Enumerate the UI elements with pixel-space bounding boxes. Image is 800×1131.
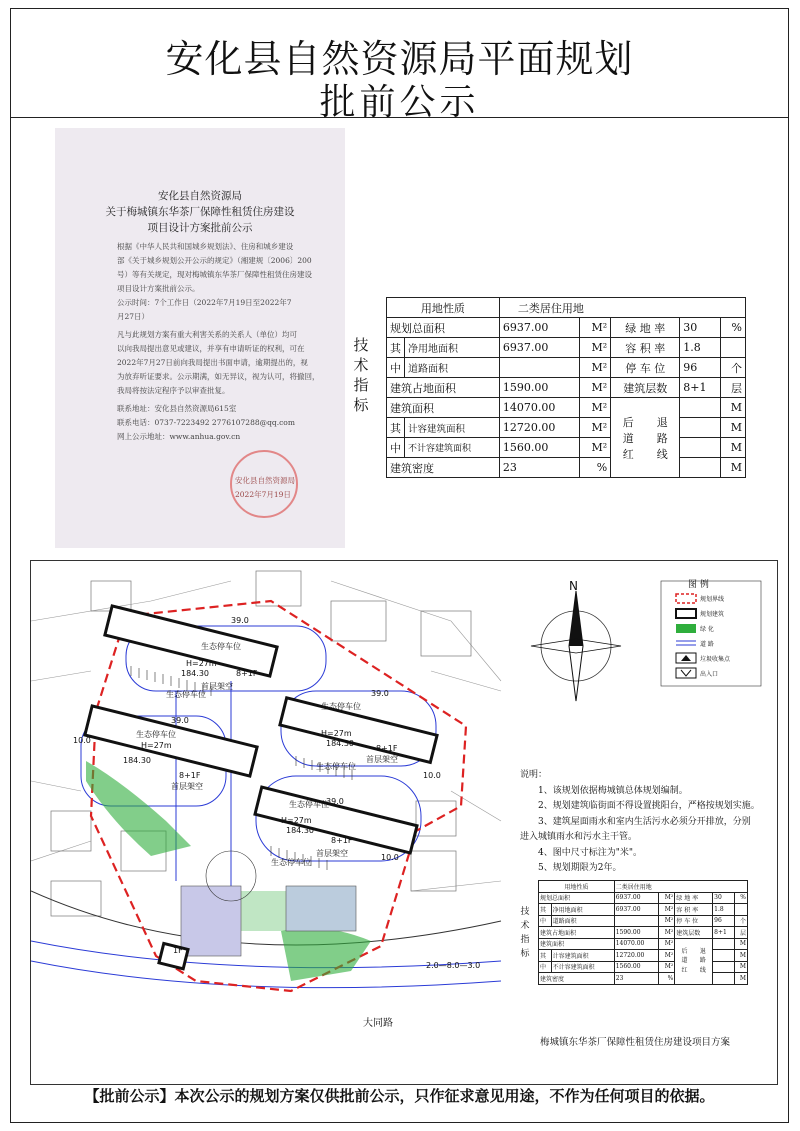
setback-char: 线	[656, 447, 668, 461]
building-ground-label: 首层架空	[316, 849, 348, 858]
cell-value	[499, 358, 580, 378]
legend-item: 规划建筑	[700, 611, 725, 618]
cell-label: 不计容建筑面积	[405, 438, 500, 458]
cell-unit: %	[721, 318, 746, 338]
cell-value: 14070.00	[614, 938, 658, 950]
building-floors-label: 8+1F	[179, 771, 201, 780]
road-name: 大同路	[363, 1018, 393, 1029]
cell-value	[614, 915, 658, 927]
note-line: 3、建筑屋面雨水和室内生活污水必须分开排放，分别	[538, 816, 751, 827]
north-arrow	[531, 591, 621, 701]
title-block	[10, 8, 789, 123]
building-floors-label: 8+1F	[331, 836, 353, 845]
cell-value: 23	[614, 973, 658, 985]
cell-value: 6937.00	[499, 318, 580, 338]
cell-value	[680, 398, 721, 418]
notice-para1-l2: 部《关于城乡规划公开公示的规定》（湘建规〔2006〕200	[117, 256, 312, 265]
compass-n: N	[569, 579, 578, 593]
cell-label: 净用地面积	[405, 338, 500, 358]
tech-label-char: 技	[353, 336, 369, 354]
building-height-label: H=27m	[321, 729, 352, 738]
cell-label: 中	[387, 438, 405, 458]
legend-item: 垃圾收集点	[700, 656, 731, 663]
setback-char: 红	[622, 447, 634, 461]
plan-caption: 梅城镇东华茶厂保障性租赁住房建设项目方案	[540, 1037, 731, 1048]
cell-value: 30	[680, 318, 721, 338]
cell-label: 停 车 位	[611, 358, 680, 378]
building-ground-label: 首层架空	[366, 755, 398, 764]
cell-value: 1.8	[680, 338, 721, 358]
notes-title: 说明：	[520, 770, 548, 780]
cell-unit	[735, 904, 748, 916]
cell-value: 12720.00	[499, 418, 580, 438]
notice-para3-l2: 以向我局提出意见或建议，并享有申请听证的权利，可在	[117, 344, 305, 353]
setback-char: 退	[656, 415, 668, 429]
setback-char: 线	[699, 966, 706, 974]
cell-label: 绿 地 率	[611, 318, 680, 338]
cell-value: 1590.00	[499, 378, 580, 398]
cell-unit: M²	[580, 318, 611, 338]
cell-unit: 个	[735, 915, 748, 927]
cell-value: 二类居住用地	[614, 881, 747, 893]
cell-label: 建筑面积	[539, 938, 615, 950]
setback-char: 退	[699, 947, 706, 955]
cell-label: 规划总面积	[387, 318, 500, 338]
legend-item: 绿 化	[700, 626, 714, 633]
cell-label: 容 积 率	[611, 338, 680, 358]
legend-item: 出入口	[700, 671, 719, 678]
notice-document	[55, 128, 345, 548]
plan-notes	[520, 768, 780, 877]
parking-label: 生态停车位	[289, 800, 329, 809]
tech-label-char: 术	[520, 921, 530, 931]
note-line: 进入城镇雨水和污水主干管。	[520, 832, 638, 842]
dimension-label: 39.0	[326, 797, 344, 806]
building-elev-label: 184.30	[326, 739, 354, 748]
cell-unit: M	[735, 961, 748, 973]
parking-label: 生态停车位	[271, 858, 311, 867]
legend-item: 规划界线	[700, 596, 725, 603]
notice-para2-l2: 月27日）	[117, 312, 150, 321]
setback-char: 后	[681, 947, 688, 955]
cell-value	[680, 458, 721, 478]
cell-value	[713, 973, 735, 985]
building-floors-label: 8+1F	[236, 669, 258, 678]
tech-label-char: 指	[353, 376, 369, 394]
cell-label: 计容建筑面积	[551, 950, 614, 962]
cell-label: 建筑层数	[611, 378, 680, 398]
cell-value: 30	[713, 892, 735, 904]
cell-value: 8+1	[680, 378, 721, 398]
cell-value: 1.8	[713, 904, 735, 916]
tech-label-char: 技	[520, 907, 530, 917]
note-line: 4、图中尺寸标注为"米"。	[538, 847, 643, 858]
notice-sign-date: 2022年7月19日	[235, 490, 291, 499]
cell-unit: M²	[659, 927, 675, 939]
cell-label: 其	[539, 950, 552, 962]
dimension-label: 39.0	[231, 616, 249, 625]
parking-label: 生态停车位	[321, 702, 361, 711]
cell-value: 1590.00	[614, 927, 658, 939]
notice-para2-l1: 公示时间：7个工作日（2022年7月19日至2022年7	[117, 298, 292, 307]
setback-col-1	[675, 938, 694, 984]
note-line: 1、该规划依据梅城镇总体规划编制。	[538, 785, 688, 796]
cell-unit: M	[721, 418, 746, 438]
notice-para3-l4: 为放弃听证要求。公示期满，如无异议，视为认可，将撤回，	[117, 372, 320, 381]
cell-label: 道路面积	[405, 358, 500, 378]
notice-contact-addr: 联系地址：安化县自然资源局615室	[117, 404, 237, 413]
cell-label: 建筑层数	[675, 927, 713, 939]
setback-char: 后	[622, 415, 634, 429]
cell-unit: %	[659, 973, 675, 985]
cell-label: 用地性质	[387, 298, 500, 318]
cell-label: 建筑占地面积	[387, 378, 500, 398]
cell-label: 不计容建筑面积	[551, 961, 614, 973]
cell-label: 其	[387, 418, 405, 438]
cell-value	[713, 961, 735, 973]
cell-label: 其	[387, 338, 405, 358]
cell-unit: M²	[659, 915, 675, 927]
building-elev-label: 184.30	[286, 826, 314, 835]
dimension-label: 39.0	[371, 689, 389, 698]
notice-para3-l3: 2022年7月27日前向我局提出书面申请，逾期提出的，视	[117, 358, 308, 367]
cell-label: 建筑面积	[387, 398, 500, 418]
cell-value: 12720.00	[614, 950, 658, 962]
cell-unit: M	[721, 398, 746, 418]
cell-unit: M²	[580, 378, 611, 398]
cell-unit: M²	[580, 418, 611, 438]
cell-value	[680, 418, 721, 438]
notice-contact-tel: 联系电话：0737-7223492 2776107288@qq.com	[117, 418, 295, 427]
small-building-label: 1F	[173, 946, 183, 955]
cell-value: 96	[713, 915, 735, 927]
cell-label: 建筑占地面积	[539, 927, 615, 939]
setback-char: 红	[681, 966, 688, 974]
cell-unit	[721, 338, 746, 358]
building-height-label: H=27m	[281, 816, 312, 825]
cell-unit: M²	[659, 938, 675, 950]
cell-unit: M²	[580, 438, 611, 458]
legend-item: 道 路	[700, 641, 714, 648]
cell-label: 停 车 位	[675, 915, 713, 927]
notice-para1-l3: 号）等有关规定，现对梅城镇东华茶厂保障性租赁住房建设	[117, 270, 312, 279]
setback-char: 道	[681, 957, 688, 965]
cell-value: 96	[680, 358, 721, 378]
cell-label: 用地性质	[539, 881, 615, 893]
cell-unit: 个	[721, 358, 746, 378]
cell-label: 容 积 率	[675, 904, 713, 916]
tech-label-char: 指	[520, 935, 530, 945]
parking-label: 生态停车位	[201, 642, 241, 651]
cell-value	[713, 950, 735, 962]
building-elev-label: 184.30	[181, 669, 209, 678]
setback-char: 路	[699, 957, 706, 965]
cell-value: 1560.00	[499, 438, 580, 458]
cell-unit: M	[735, 950, 748, 962]
notice-para3-l1: 凡与此规划方案有重大利害关系的关系人（单位）均可	[117, 330, 297, 339]
cell-value: 6937.00	[499, 338, 580, 358]
notice-website: 网上公示地址：www.anhua.gov.cn	[117, 432, 241, 441]
page-title: 安化县自然资源局平面规划	[165, 37, 634, 81]
parking-label: 生态停车位	[136, 730, 176, 739]
cell-label: 中	[387, 358, 405, 378]
legend-title: 图 例	[688, 580, 709, 590]
building-height-label: H=27m	[186, 659, 217, 668]
notice-para3-l5: 我局将按法定程序予以审查批复。	[117, 386, 230, 395]
cell-unit: M²	[580, 398, 611, 418]
building-ground-label: 首层架空	[171, 782, 203, 791]
notice-org: 安化县自然资源局	[158, 190, 242, 202]
cell-label: 建筑密度	[539, 973, 615, 985]
note-line: 5、规划期限为2年。	[538, 863, 622, 873]
cell-label: 其	[539, 904, 552, 916]
page-subtitle: 批前公示	[319, 82, 480, 123]
cell-label: 规划总面积	[539, 892, 615, 904]
cell-unit: %	[735, 892, 748, 904]
note-line: 2、规划建筑临街面不得设置挑阳台，严格按规划实施。	[538, 801, 760, 811]
cell-value: 6937.00	[614, 904, 658, 916]
cell-unit: %	[580, 458, 611, 478]
tech-indicators-table	[386, 297, 746, 478]
cell-label: 计容建筑面积	[405, 418, 500, 438]
cell-label: 净用地面积	[551, 904, 614, 916]
cell-label: 建筑密度	[387, 458, 500, 478]
notice-heading-2: 项目设计方案批前公示	[147, 222, 253, 234]
building-ground-label: 首层架空	[201, 682, 233, 691]
notice-para1-l4: 项目设计方案批前公示。	[117, 284, 200, 293]
road-dimension: 2.0—8.0—3.0	[426, 961, 481, 970]
cell-value: 二类居住用地	[499, 298, 745, 318]
cell-unit: M²	[659, 961, 675, 973]
cell-value: 1560.00	[614, 961, 658, 973]
dimension-label: 10.0	[423, 771, 441, 780]
dimension-label: 10.0	[73, 736, 91, 745]
cell-label: 中	[539, 915, 552, 927]
building-floors-label: 8+1F	[376, 744, 398, 753]
parking-label: 生态停车位	[166, 690, 206, 699]
setback-col-2	[645, 398, 680, 478]
cell-label: 中	[539, 961, 552, 973]
cell-value	[680, 438, 721, 458]
small-tech-label	[520, 905, 530, 961]
cell-unit: M	[735, 973, 748, 985]
building-height-label: H=27m	[141, 741, 172, 750]
cell-unit: M²	[580, 338, 611, 358]
tech-label-char: 标	[353, 396, 369, 414]
cell-unit: M	[721, 458, 746, 478]
notice-sign-org: 安化县自然资源局	[235, 476, 295, 485]
cell-value: 6937.00	[614, 892, 658, 904]
cell-label: 绿 地 率	[675, 892, 713, 904]
tech-indicators-label	[353, 335, 369, 415]
setback-char: 路	[656, 431, 668, 445]
cell-value	[713, 938, 735, 950]
cell-unit: 层	[735, 927, 748, 939]
setback-col-1	[611, 398, 646, 478]
tech-label-char: 术	[353, 356, 369, 374]
cell-unit: M²	[659, 904, 675, 916]
cell-unit: M	[735, 938, 748, 950]
cell-label: 道路面积	[551, 915, 614, 927]
footer-disclaimer: 【批前公示】本次公示的规划方案仅供批前公示，只作征求意见用途，不作为任何项目的依据。	[84, 1087, 715, 1105]
tech-label-char: 标	[520, 949, 530, 959]
dimension-label: 39.0	[171, 716, 189, 725]
notice-heading-1: 关于梅城镇东华茶厂保障性租赁住房建设	[105, 206, 295, 218]
notice-para1-l1: 根据《中华人民共和国城乡规划法》、住房和城乡建设	[117, 242, 294, 251]
setback-col-2	[694, 938, 713, 984]
parking-label: 生态停车位	[316, 762, 356, 771]
cell-value: 14070.00	[499, 398, 580, 418]
cell-unit: M	[721, 438, 746, 458]
cell-unit: M²	[659, 892, 675, 904]
dimension-label: 10.0	[381, 853, 399, 862]
building-elev-label: 184.30	[123, 756, 151, 765]
cell-value: 23	[499, 458, 580, 478]
small-tech-table	[538, 880, 748, 985]
cell-unit: M²	[580, 358, 611, 378]
cell-unit: M²	[659, 950, 675, 962]
setback-char: 道	[622, 431, 634, 445]
cell-unit: 层	[721, 378, 746, 398]
cell-value: 8+1	[713, 927, 735, 939]
